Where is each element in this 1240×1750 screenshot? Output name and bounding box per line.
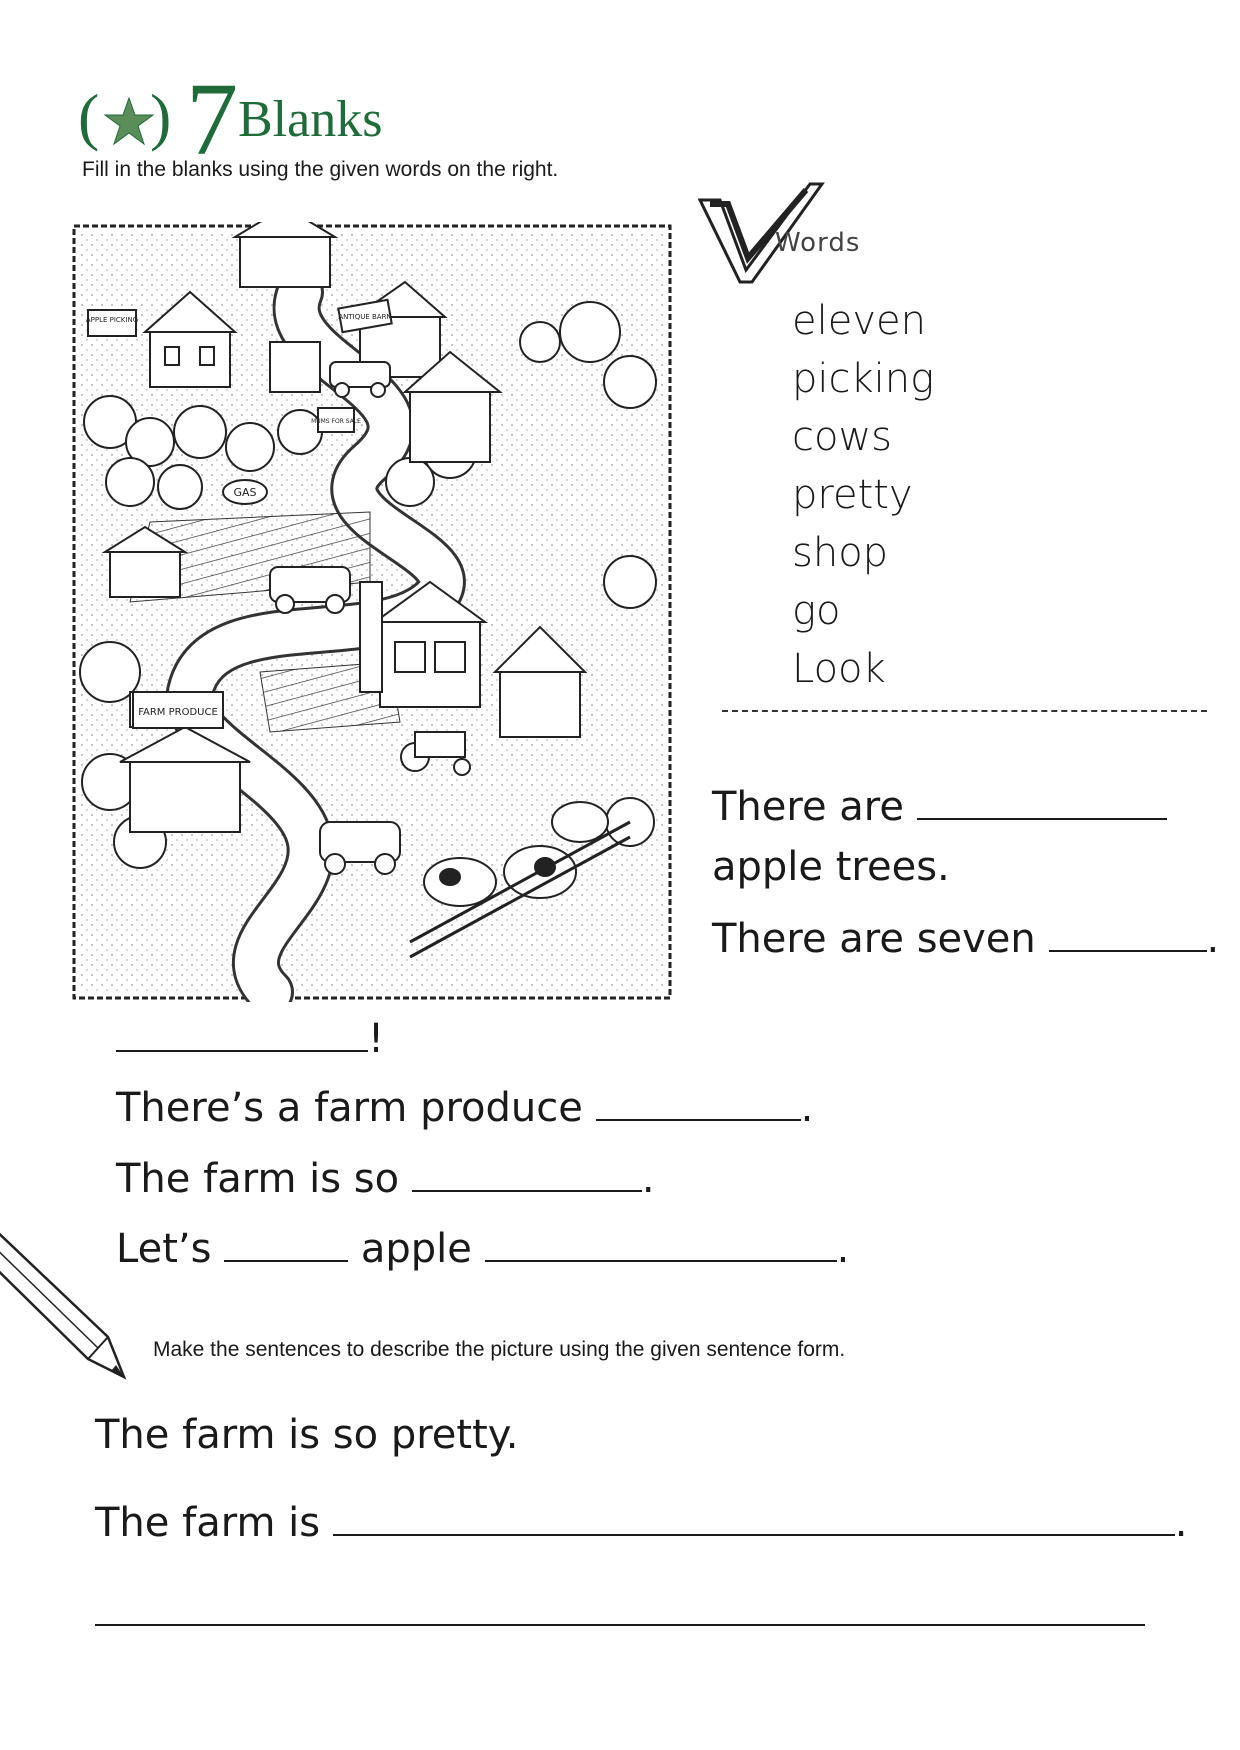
sentence-text: There are seven	[712, 916, 1036, 962]
sentence-end: .	[800, 1085, 814, 1131]
sign-apple-picking: APPLE PICKING	[85, 316, 139, 324]
sentence-5	[116, 1156, 655, 1202]
word-item: eleven	[792, 298, 926, 344]
answer-blank[interactable]	[116, 1016, 368, 1052]
sentence-text: Let’s	[116, 1226, 212, 1272]
answer-blank[interactable]	[333, 1500, 1175, 1536]
sentence-end: .	[641, 1156, 655, 1202]
sentence-3	[116, 1016, 384, 1062]
sign-farm-produce: FARM PRODUCE	[138, 707, 218, 718]
word-item: pretty	[792, 472, 913, 518]
sign-antique-barn: ANTIQUE BARN	[338, 313, 392, 321]
answer-blank[interactable]	[917, 784, 1167, 820]
instruction-text: Fill in the blanks using the given words on the right.	[82, 158, 559, 181]
sentence-1	[712, 784, 1167, 830]
sign-mums: MUMS FOR SALE	[311, 418, 361, 425]
sentence-4	[116, 1085, 813, 1131]
answer-blank[interactable]	[1049, 916, 1207, 952]
word-item: cows	[792, 414, 893, 460]
instruction-text-2: Make the sentences to describe the picture using the given sentence form.	[153, 1338, 846, 1361]
sentence-end: !	[368, 1016, 385, 1062]
lesson-number: 7	[186, 62, 238, 177]
word-item: go	[792, 588, 841, 634]
sentence-text: There’s a farm produce	[116, 1085, 583, 1131]
answer-blank[interactable]	[485, 1226, 837, 1262]
logo-paren-close: )	[150, 81, 172, 152]
sentence-end: .	[1174, 1500, 1188, 1546]
sentence-end: .	[1206, 916, 1220, 962]
page-title: Blanks	[238, 91, 383, 148]
sentence-1-cont: apple trees.	[712, 844, 950, 890]
farm-scene-illustration	[70, 222, 674, 1002]
answer-line[interactable]	[95, 1624, 1145, 1626]
answer-blank[interactable]	[412, 1156, 642, 1192]
example-sentence: The farm is so pretty.	[95, 1412, 519, 1458]
sentence-text: apple	[360, 1226, 472, 1272]
sentence-text: There are	[712, 784, 904, 830]
sentence-end: .	[836, 1226, 850, 1272]
words-divider	[722, 710, 1207, 712]
sentence-text: The farm is so	[116, 1156, 400, 1202]
sign-gas: GAS	[233, 486, 257, 499]
answer-blank[interactable]	[596, 1085, 801, 1121]
prompt-sentence	[95, 1500, 1188, 1546]
sentence-6	[116, 1226, 849, 1272]
answer-blank[interactable]	[224, 1226, 348, 1262]
word-item: Look	[792, 646, 886, 692]
pencil-icon	[0, 1215, 135, 1390]
star-icon	[102, 94, 156, 148]
word-item: picking	[792, 356, 935, 402]
sentence-text: The farm is	[95, 1500, 321, 1546]
words-label: Words	[775, 228, 861, 258]
sentence-2	[712, 916, 1219, 962]
word-item: shop	[792, 530, 889, 576]
logo-paren-open: (	[78, 81, 100, 152]
